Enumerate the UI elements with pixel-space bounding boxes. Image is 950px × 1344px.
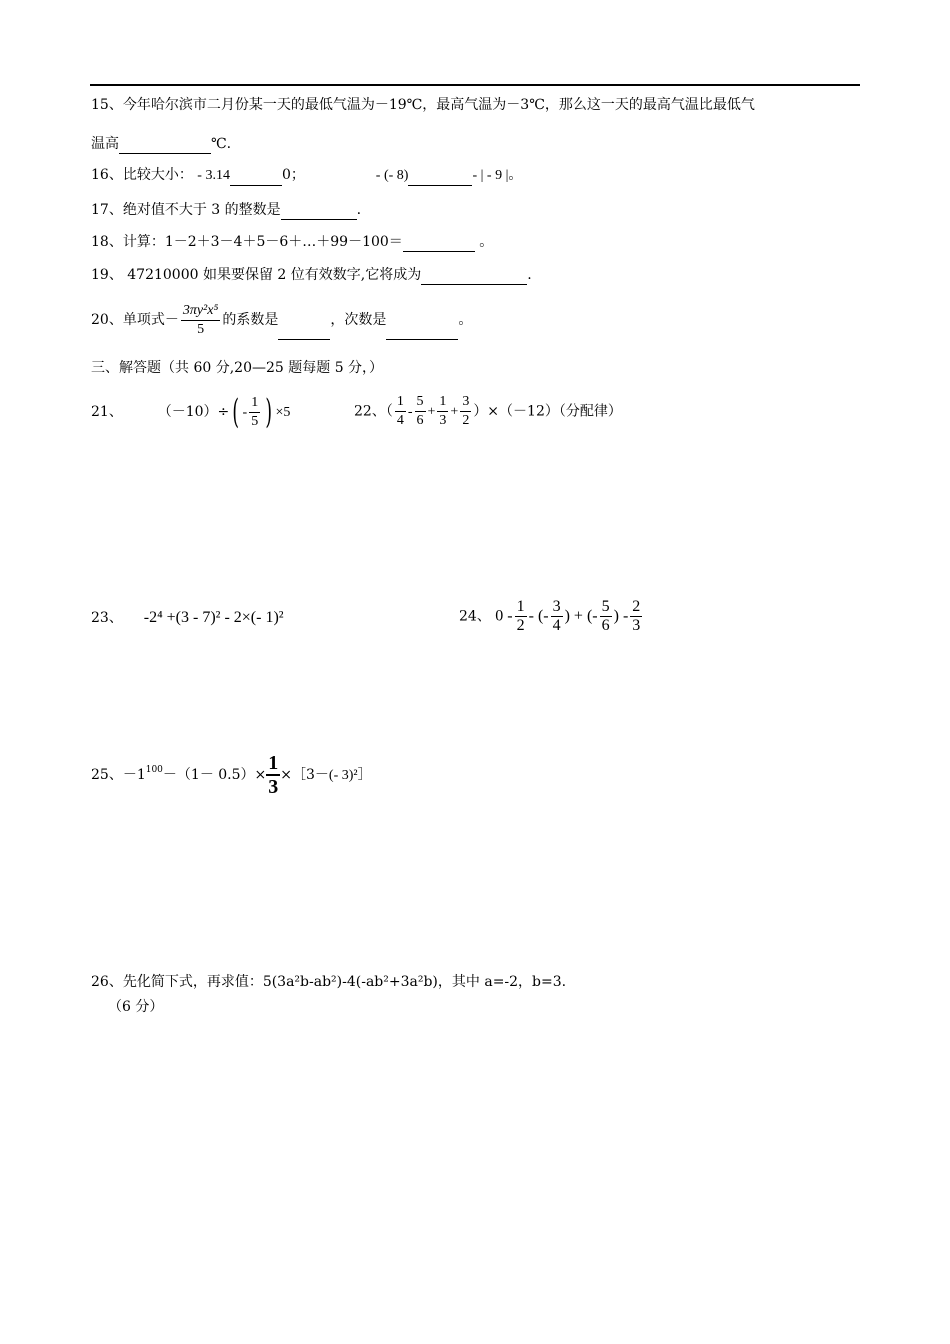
denominator: 2 (516, 617, 525, 634)
q22-fraction-4 (460, 393, 471, 430)
q24-start: 0 - (495, 607, 513, 625)
q25-tail-3: ］ (357, 767, 372, 783)
q24-fraction-2 (551, 598, 563, 635)
q24-fraction-1 (515, 598, 527, 635)
numerator: 3 (552, 598, 561, 615)
q19-end: . (527, 267, 532, 283)
q17-end: . (356, 202, 362, 218)
q21-denominator: 5 (251, 413, 259, 429)
q19-text: 19、 47210000 如果要保留 2 位有效数字,它将成为 (91, 267, 422, 283)
q24-label: 24、 (459, 608, 491, 625)
q20-end: 。 (458, 312, 473, 328)
question-15-line-2 (91, 134, 231, 154)
q17-text: 17、绝对值不大于 3 的整数是 (91, 202, 281, 218)
q16-left: - 3.14 (197, 168, 230, 183)
denominator: 3 (268, 776, 279, 798)
numerator: 5 (601, 598, 610, 615)
question-18 (91, 232, 493, 252)
q20-prefix: 20、单项式－ (91, 312, 179, 328)
q21-label: 21、 (91, 404, 123, 420)
question-20 (91, 300, 472, 340)
numerator: 1 (437, 393, 448, 412)
denominator: 6 (416, 413, 424, 428)
denominator: 4 (396, 413, 404, 428)
denominator: 6 (601, 617, 610, 634)
q24-fraction-3 (600, 598, 612, 635)
q21-tail: ×5 (275, 405, 291, 420)
q22-tail: ）×（－12）（分配律） (473, 403, 622, 420)
q25-label: 25、－1 (91, 767, 146, 783)
monomial-numerator: 3πy²x⁵ (181, 302, 221, 321)
q21-neg: - (242, 405, 248, 420)
q16-label: 16、比较大小： (91, 167, 193, 183)
numerator: 3 (460, 393, 471, 412)
q25-exponent: 100 (145, 765, 163, 775)
q22-label: 22、（ (354, 403, 393, 420)
q21-expr-left: （－10）÷ (157, 404, 230, 420)
answer-blank (403, 235, 475, 252)
numerator: 5 (415, 393, 426, 412)
q16-right-left: - (- 8) (375, 168, 409, 183)
q21-fraction (249, 394, 260, 431)
question-15-line-1 (91, 95, 755, 115)
q15-suffix: ℃. (211, 136, 232, 152)
question-26-line-2 (108, 997, 163, 1017)
question-26-line-1 (91, 972, 566, 992)
answer-blank (278, 323, 330, 340)
numerator: 1 (395, 393, 406, 412)
numerator: 2 (632, 598, 641, 615)
answer-blank (408, 169, 472, 186)
left-paren: ( (232, 392, 240, 432)
q18-end: 。 (479, 234, 494, 250)
question-17 (91, 200, 361, 220)
question-23 (91, 607, 284, 627)
q24-fraction-4 (630, 598, 642, 635)
q24-op-3: ) + (- (564, 607, 598, 625)
question-21 (91, 392, 290, 432)
header-rule (90, 84, 860, 86)
question-22: 22、（ $\frac{1}{4}$ - $\frac{5}{6}$ + $\frac{1}{3}$ + $\frac{3}{2}$ ）×（－12）（分配律） (354, 394, 622, 428)
denominator: 4 (552, 617, 561, 634)
q22-fraction-1 (395, 393, 406, 430)
right-paren: ) (265, 392, 273, 432)
monomial-fraction (181, 302, 221, 339)
q15-prefix: 温高 (91, 136, 119, 152)
q22-fraction-2 (415, 393, 426, 430)
monomial-denominator: 5 (197, 321, 205, 337)
q22-fraction-3 (437, 393, 448, 430)
q20-degree-label: ，次数是 (330, 312, 387, 328)
q16-zero: 0； (281, 167, 305, 183)
answer-blank (281, 203, 357, 220)
answer-blank (230, 169, 282, 186)
answer-blank (386, 323, 458, 340)
q26-text: 26、先化简下式，再求值：5(3a²b-ab²)-4(-ab²+3a²b)，其中 a=-2，b=3. (91, 974, 567, 990)
q20-coefficient-label: 的系数是 (222, 312, 279, 328)
q25-tail-1: ×［3－ (280, 767, 329, 783)
q26-points: （6 分） (108, 999, 164, 1015)
question-25 (91, 752, 372, 798)
q16-right-right: - | - 9 | (472, 168, 509, 183)
q23-expression: -2⁴ +(3 - 7)² - 2×(- 1)² (143, 609, 284, 626)
numerator: 1 (516, 598, 525, 615)
q25-mid: －（1－ 0.5）× (162, 767, 267, 783)
q25-tail-2: (- 3)² (328, 768, 358, 783)
denominator: 3 (439, 413, 447, 428)
answer-blank (119, 137, 211, 154)
denominator: 2 (462, 413, 470, 428)
question-19 (91, 265, 532, 285)
q25-fraction (266, 752, 280, 798)
q18-text: 18、计算：1－2＋3－4＋5－6＋…＋99－100＝ (91, 234, 403, 250)
numerator: 1 (268, 752, 279, 774)
q16-end: 。 (508, 167, 523, 183)
section-3-title-text: 三、解答题（共 60 分,20—25 题每题 5 分，） (91, 360, 384, 376)
question-24 (459, 598, 644, 635)
question-16 (91, 165, 522, 186)
answer-blank (421, 268, 527, 285)
q21-numerator: 1 (249, 394, 260, 413)
section-3-title (91, 358, 383, 378)
denominator: 3 (632, 617, 641, 634)
q23-label: 23、 (91, 610, 123, 626)
q15-text: 15、今年哈尔滨市二月份某一天的最低气温为－19℃，最高气温为－3℃，那么这一天的最高气温比最低气 (91, 97, 755, 113)
q24-op-4: ) - (613, 607, 629, 625)
q24-op-2: - (- (528, 607, 549, 625)
